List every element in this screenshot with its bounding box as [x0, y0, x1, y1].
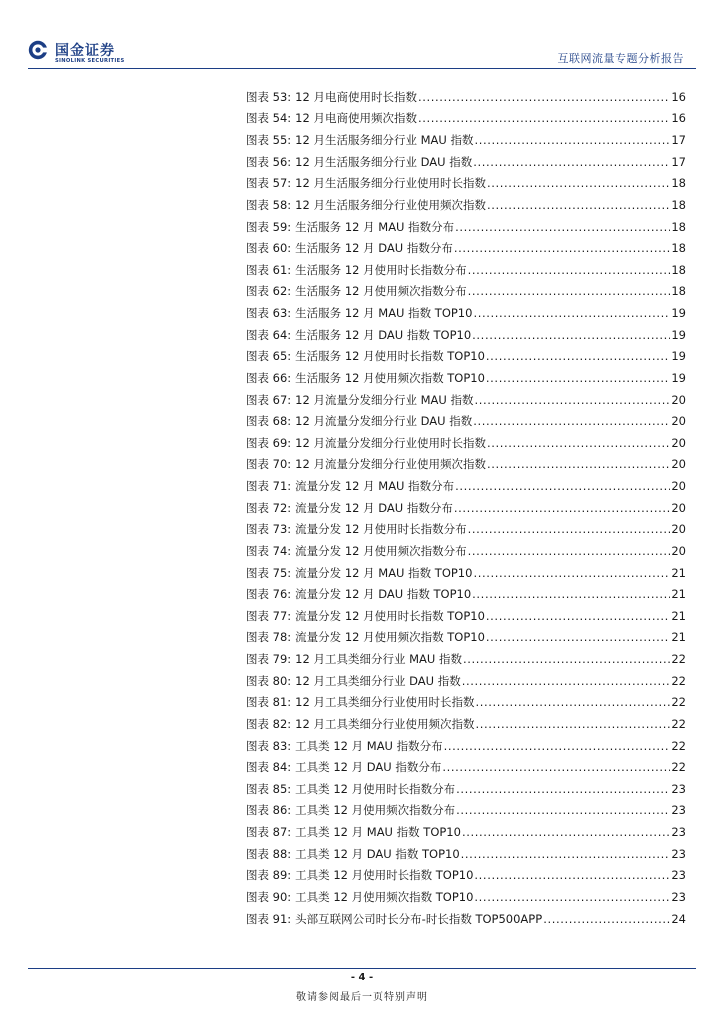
toc-entry[interactable]: [246, 865, 686, 887]
toc-entry[interactable]: [246, 692, 686, 714]
toc-entry[interactable]: [246, 648, 686, 670]
toc-dot-leader: [454, 241, 670, 255]
toc-dot-leader: [472, 328, 670, 342]
toc-dot-leader: [456, 782, 670, 796]
toc-entry[interactable]: [246, 346, 686, 368]
toc-entry-title: 生活服务 12 月使用频次指数分布: [295, 284, 467, 299]
toc-entry[interactable]: [246, 475, 686, 497]
toc-dot-leader: [418, 90, 670, 104]
toc-entry-title: 生活服务 12 月 MAU 指数 TOP10: [295, 306, 473, 321]
toc-entry-page: 22: [671, 716, 686, 731]
company-logo: [28, 40, 138, 70]
toc-entry[interactable]: [246, 302, 686, 324]
toc-entry-title: 流量分发 12 月 MAU 指数 TOP10: [295, 565, 473, 580]
toc-entry-page: 17: [671, 154, 686, 169]
toc-dot-leader: [418, 111, 670, 125]
toc-entry[interactable]: [246, 540, 686, 562]
toc-entry-page: 20: [671, 435, 686, 450]
toc-entry-title: 12 月生活服务细分行业使用时长指数: [295, 176, 486, 191]
toc-dot-leader: [487, 176, 670, 190]
toc-entry[interactable]: [246, 821, 686, 843]
toc-entry-title: 流量分发 12 月使用时长指数分布: [295, 522, 467, 537]
toc-entry-title: 工具类 12 月 MAU 指数 TOP10: [295, 825, 461, 840]
footer-divider: [28, 968, 696, 969]
toc-entry-page: 20: [671, 500, 686, 515]
toc-entry-page: 20: [671, 543, 686, 558]
toc-entry-page: 18: [671, 241, 686, 256]
toc-entry-prefix: 图表 90:: [246, 889, 292, 904]
toc-dot-leader: [486, 630, 670, 644]
toc-entry-page: 21: [671, 630, 686, 645]
toc-entry[interactable]: [246, 129, 686, 151]
toc-dot-leader: [487, 198, 670, 212]
toc-entry-page: 22: [671, 738, 686, 753]
toc-dot-leader: [474, 393, 670, 407]
toc-entry-title: 12 月流量分发细分行业使用频次指数: [295, 457, 486, 472]
toc-entry-prefix: 图表 66:: [246, 370, 292, 385]
toc-entry[interactable]: [246, 173, 686, 195]
toc-entry-title: 头部互联网公司时长分布-时长指数 TOP500APP: [295, 911, 543, 926]
toc-dot-leader: [487, 436, 670, 450]
toc-entry-title: 12 月工具类细分行业使用时长指数: [295, 695, 475, 710]
toc-entry-title: 生活服务 12 月使用时长指数 TOP10: [295, 349, 485, 364]
toc-entry-page: 20: [671, 479, 686, 494]
toc-entry-prefix: 图表 87:: [246, 825, 292, 840]
toc-entry[interactable]: [246, 670, 686, 692]
logo-chinese-name: 国金证券: [55, 43, 115, 59]
toc-entry-title: 工具类 12 月 MAU 指数分布: [295, 738, 443, 753]
page-header: [0, 0, 724, 72]
toc-dot-leader: [486, 349, 670, 363]
toc-entry-page: 16: [671, 111, 686, 126]
toc-entry-prefix: 图表 73:: [246, 522, 292, 537]
toc-entry-title: 流量分发 12 月 MAU 指数分布: [295, 479, 455, 494]
toc-entry-prefix: 图表 76:: [246, 587, 292, 602]
toc-entry-page: 19: [671, 370, 686, 385]
toc-entry-title: 12 月工具类细分行业使用频次指数: [295, 716, 475, 731]
toc-entry-page: 20: [671, 392, 686, 407]
toc-entry[interactable]: [246, 151, 686, 173]
toc-entry-page: 18: [671, 262, 686, 277]
toc-entry-title: 12 月生活服务细分行业 MAU 指数: [295, 133, 474, 148]
toc-entry[interactable]: [246, 324, 686, 346]
toc-entry-title: 流量分发 12 月使用时长指数 TOP10: [295, 608, 485, 623]
toc-entry-prefix: 图表 84:: [246, 760, 292, 775]
toc-entry-prefix: 图表 78:: [246, 630, 292, 645]
toc-entry-page: 18: [671, 284, 686, 299]
toc-dot-leader: [473, 306, 670, 320]
toc-entry-page: 23: [671, 825, 686, 840]
toc-entry-title: 工具类 12 月 DAU 指数 TOP10: [295, 846, 460, 861]
toc-dot-leader: [456, 803, 670, 817]
page-number: - 4 -: [350, 972, 374, 983]
toc-entry[interactable]: [246, 562, 686, 584]
toc-dot-leader: [455, 479, 670, 493]
toc-entry-prefix: 图表 79:: [246, 652, 292, 667]
toc-entry-page: 23: [671, 889, 686, 904]
toc-entry-prefix: 图表 57:: [246, 176, 292, 191]
toc-entry-page: 22: [671, 695, 686, 710]
toc-entry-prefix: 图表 69:: [246, 435, 292, 450]
toc-entry-page: 22: [671, 673, 686, 688]
toc-entry-prefix: 图表 85:: [246, 781, 292, 796]
toc-entry-title: 12 月工具类细分行业 DAU 指数: [295, 673, 461, 688]
toc-entry-title: 生活服务 12 月使用频次指数 TOP10: [295, 370, 485, 385]
toc-entry-title: 生活服务 12 月 DAU 指数 TOP10: [295, 327, 472, 342]
toc-entry-page: 23: [671, 781, 686, 796]
toc-entry[interactable]: [246, 756, 686, 778]
toc-entry-page: 24: [671, 911, 686, 926]
toc-entry-page: 21: [671, 565, 686, 580]
toc-entry[interactable]: [246, 778, 686, 800]
toc-dot-leader: [543, 912, 670, 926]
toc-entry-page: 19: [671, 306, 686, 321]
toc-entry-page: 23: [671, 868, 686, 883]
toc-dot-leader: [473, 414, 670, 428]
toc-entry-title: 12 月生活服务细分行业 DAU 指数: [295, 154, 473, 169]
toc-dot-leader: [474, 868, 670, 882]
toc-dot-leader: [475, 695, 670, 709]
toc-entry-page: 19: [671, 349, 686, 364]
toc-entry-prefix: 图表 70:: [246, 457, 292, 472]
toc-entry-prefix: 图表 91:: [246, 911, 292, 926]
toc-entry-prefix: 图表 82:: [246, 716, 292, 731]
toc-entry-title: 生活服务 12 月使用时长指数分布: [295, 262, 467, 277]
toc-entry[interactable]: [246, 432, 686, 454]
toc-entry-title: 12 月流量分发细分行业 DAU 指数: [295, 414, 473, 429]
toc-entry[interactable]: [246, 605, 686, 627]
toc-entry-page: 22: [671, 652, 686, 667]
toc-entry-page: 23: [671, 803, 686, 818]
toc-entry-title: 生活服务 12 月 MAU 指数分布: [295, 219, 455, 234]
toc-entry-page: 17: [671, 133, 686, 148]
toc-entry-page: 18: [671, 176, 686, 191]
toc-dot-leader: [472, 587, 670, 601]
toc-entry-title: 流量分发 12 月 DAU 指数 TOP10: [295, 587, 472, 602]
toc-entry-title: 12 月工具类细分行业 MAU 指数: [295, 652, 462, 667]
toc-entry-page: 20: [671, 522, 686, 537]
toc-entry-title: 工具类 12 月使用频次指数 TOP10: [295, 889, 474, 904]
toc-dot-leader: [463, 652, 670, 666]
toc-entry-prefix: 图表 61:: [246, 262, 292, 277]
toc-entry-prefix: 图表 62:: [246, 284, 292, 299]
toc-dot-leader: [468, 263, 671, 277]
toc-entry[interactable]: [246, 216, 686, 238]
toc-entry[interactable]: [246, 908, 686, 930]
toc-entry-title: 12 月电商使用时长指数: [295, 89, 417, 104]
toc-entry-prefix: 图表 63:: [246, 306, 292, 321]
toc-dot-leader: [461, 847, 671, 861]
toc-entry[interactable]: [246, 389, 686, 411]
toc-entry[interactable]: [246, 735, 686, 757]
toc-entry-page: 20: [671, 457, 686, 472]
toc-entry[interactable]: [246, 583, 686, 605]
toc-entry-page: 20: [671, 414, 686, 429]
toc-entry[interactable]: [246, 194, 686, 216]
toc-dot-leader: [442, 760, 670, 774]
toc-entry-prefix: 图表 74:: [246, 543, 292, 558]
toc-entry-title: 工具类 12 月使用频次指数分布: [295, 803, 456, 818]
toc-entry-page: 18: [671, 197, 686, 212]
toc-dot-leader: [473, 566, 670, 580]
toc-dot-leader: [486, 609, 670, 623]
toc-entry-prefix: 图表 88:: [246, 846, 292, 861]
toc-entry-title: 生活服务 12 月 DAU 指数分布: [295, 241, 453, 256]
toc-dot-leader: [487, 457, 670, 471]
toc-entry-prefix: 图表 54:: [246, 111, 292, 126]
toc-dot-leader: [475, 717, 670, 731]
toc-dot-leader: [468, 522, 671, 536]
toc-entry-prefix: 图表 65:: [246, 349, 292, 364]
toc-dot-leader: [444, 739, 671, 753]
toc-entry-page: 16: [671, 89, 686, 104]
toc-entry-title: 工具类 12 月使用时长指数分布: [295, 781, 456, 796]
toc-entry-page: 18: [671, 219, 686, 234]
toc-entry[interactable]: [246, 497, 686, 519]
toc-entry[interactable]: [246, 237, 686, 259]
toc-entry-prefix: 图表 75:: [246, 565, 292, 580]
toc-entry[interactable]: [246, 367, 686, 389]
toc-entry-title: 流量分发 12 月 DAU 指数分布: [295, 500, 453, 515]
toc-entry-prefix: 图表 89:: [246, 868, 292, 883]
toc-dot-leader: [468, 544, 671, 558]
toc-dot-leader: [486, 371, 670, 385]
toc-entry-prefix: 图表 81:: [246, 695, 292, 710]
toc-entry-prefix: 图表 71:: [246, 479, 292, 494]
toc-entry-title: 工具类 12 月 DAU 指数分布: [295, 760, 442, 775]
toc-entry-page: 21: [671, 608, 686, 623]
toc-entry-title: 12 月流量分发细分行业使用时长指数: [295, 435, 486, 450]
toc-entry[interactable]: [246, 713, 686, 735]
toc-entry-prefix: 图表 56:: [246, 154, 292, 169]
toc-entry[interactable]: [246, 281, 686, 303]
toc-entry[interactable]: [246, 410, 686, 432]
toc-entry-prefix: 图表 77:: [246, 608, 292, 623]
toc-entry-prefix: 图表 68:: [246, 414, 292, 429]
toc-entry-prefix: 图表 67:: [246, 392, 292, 407]
toc-entry-page: 21: [671, 587, 686, 602]
toc-entry[interactable]: [246, 627, 686, 649]
toc-entry-title: 12 月电商使用频次指数: [295, 111, 417, 126]
toc-entry-title: 12 月生活服务细分行业使用频次指数: [295, 197, 486, 212]
toc-dot-leader: [462, 825, 670, 839]
toc-dot-leader: [468, 284, 671, 298]
toc-entry[interactable]: [246, 886, 686, 908]
toc-entry-page: 22: [671, 760, 686, 775]
toc-dot-leader: [455, 220, 670, 234]
toc-entry-prefix: 图表 72:: [246, 500, 292, 515]
toc-entry-title: 流量分发 12 月使用频次指数分布: [295, 543, 467, 558]
toc-dot-leader: [473, 155, 670, 169]
toc-dot-leader: [474, 133, 670, 147]
toc-entry-title: 流量分发 12 月使用频次指数 TOP10: [295, 630, 485, 645]
toc-entry-prefix: 图表 86:: [246, 803, 292, 818]
report-title: 互联网流量专题分析报告: [557, 52, 684, 65]
toc-entry-title: 工具类 12 月使用时长指数 TOP10: [295, 868, 474, 883]
toc-entry-page: 19: [671, 327, 686, 342]
toc-entry[interactable]: [246, 454, 686, 476]
toc-entry-prefix: 图表 80:: [246, 673, 292, 688]
footer-disclaimer: 敬请参阅最后一页特别声明: [296, 992, 428, 1003]
toc-entry[interactable]: [246, 519, 686, 541]
toc-entry-title: 12 月流量分发细分行业 MAU 指数: [295, 392, 474, 407]
toc-entry-prefix: 图表 58:: [246, 197, 292, 212]
toc-entry-prefix: 图表 53:: [246, 89, 292, 104]
toc-entry-prefix: 图表 59:: [246, 219, 292, 234]
toc-entry[interactable]: [246, 108, 686, 130]
logo-english-name: SINOLINK SECURITIES: [55, 58, 125, 64]
header-divider: [28, 68, 696, 69]
toc-entry-prefix: 图表 60:: [246, 241, 292, 256]
toc-dot-leader: [462, 674, 671, 688]
toc-entry-prefix: 图表 55:: [246, 133, 292, 148]
toc-entry-prefix: 图表 64:: [246, 327, 292, 342]
toc-entry[interactable]: [246, 800, 686, 822]
figure-list: [246, 86, 686, 929]
toc-dot-leader: [474, 890, 670, 904]
toc-entry[interactable]: [246, 843, 686, 865]
toc-entry-page: 23: [671, 846, 686, 861]
logo-mark-icon: [28, 40, 48, 60]
toc-entry-prefix: 图表 83:: [246, 738, 292, 753]
toc-entry[interactable]: [246, 86, 686, 108]
toc-dot-leader: [454, 501, 670, 515]
toc-entry[interactable]: [246, 259, 686, 281]
